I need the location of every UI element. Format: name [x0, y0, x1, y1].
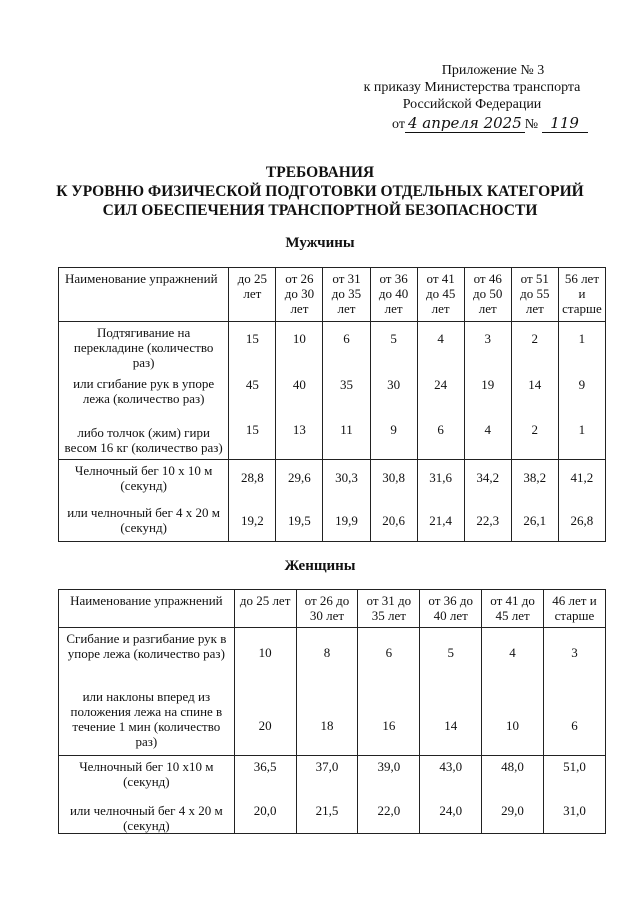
exercise-name: Челночный бег 10 х10 м (секунд) [79, 759, 214, 789]
women-run-values [543, 756, 605, 834]
women-strength-row [59, 628, 606, 756]
value-cell: 37,0 [315, 759, 339, 774]
value-cell: 11 [340, 422, 353, 437]
value-cell: 15 [245, 331, 259, 346]
value-cell: 29,0 [501, 803, 524, 818]
value-cell: 24 [434, 377, 448, 392]
women-strength-values [234, 628, 296, 756]
men-run-values [323, 460, 370, 542]
value-cell: 41,2 [570, 470, 594, 485]
appendix-header [342, 62, 602, 113]
men-col-age: до 25 лет [229, 268, 276, 322]
value-cell: 4 [484, 422, 491, 437]
value-cell: 5 [390, 331, 397, 346]
men-strength-values [370, 322, 417, 460]
men-col-age: от 26 до 30 лет [276, 268, 323, 322]
women-col-exercise: Наименование упражнений [59, 590, 235, 628]
exercise-name: или сгибание рук в упоре лежа (количество раз) [73, 376, 215, 406]
men-strength-values [464, 322, 511, 460]
value-cell: 19,5 [288, 513, 311, 528]
value-cell: 43,0 [439, 759, 463, 774]
order-line [392, 114, 588, 133]
men-run-values [370, 460, 417, 542]
women-run-row [59, 756, 606, 834]
men-strength-values [417, 322, 464, 460]
value-cell: 30,8 [382, 470, 405, 485]
women-col-age: от 31 до 35 лет [358, 590, 420, 628]
value-cell: 20 [258, 718, 272, 733]
men-strength-values [229, 322, 276, 460]
value-cell: 16 [382, 718, 396, 733]
men-col-age: от 36 до 40 лет [370, 268, 417, 322]
exercise-name: или челночный бег 4 х 20 м (секунд) [69, 803, 223, 833]
value-cell: 45 [245, 377, 259, 392]
men-strength-values [276, 322, 323, 460]
women-run-values [482, 756, 544, 834]
women-col-age: от 26 до 30 лет [296, 590, 358, 628]
value-cell: 14 [444, 718, 458, 733]
appendix-line-2: к приказу Министерства транспорта [363, 80, 581, 95]
men-run-values [558, 460, 605, 542]
order-date: 4 апреля 2025 [405, 114, 525, 133]
value-cell: 40 [292, 377, 306, 392]
value-cell: 24,0 [439, 803, 463, 818]
order-prefix: от [392, 117, 405, 132]
value-cell: 4 [509, 645, 516, 660]
men-header-row [59, 268, 606, 322]
value-cell: 6 [571, 718, 578, 733]
men-col-age: от 31 до 35 лет [323, 268, 370, 322]
women-strength-exercises [59, 628, 235, 756]
value-cell: 28,8 [240, 470, 264, 485]
women-strength-values [420, 628, 482, 756]
women-strength-values [482, 628, 544, 756]
men-heading: Мужчины [285, 235, 355, 251]
value-cell: 51,0 [563, 759, 586, 774]
women-run-values [358, 756, 420, 834]
exercise-name: Сгибание и разгибание рук в упоре лежа (количество раз) [66, 631, 227, 661]
value-cell: 22,0 [377, 803, 401, 818]
exercise-name: или наклоны вперед из положения лежа на спине в течение 1 мин (количество раз) [70, 689, 223, 749]
value-cell: 20,0 [253, 803, 277, 818]
women-strength-values [358, 628, 420, 756]
men-run-values [417, 460, 464, 542]
value-cell: 6 [385, 645, 393, 660]
value-cell: 18 [320, 718, 334, 733]
value-cell: 14 [528, 377, 542, 392]
men-requirements-table [58, 267, 606, 542]
document-title [0, 163, 640, 220]
men-strength-values [511, 322, 558, 460]
men-col-age: от 51 до 55 лет [511, 268, 558, 322]
value-cell: 31,6 [429, 470, 453, 485]
women-run-values [420, 756, 482, 834]
order-number-label: № [524, 117, 539, 132]
men-run-row [59, 460, 606, 542]
value-cell: 36,5 [253, 759, 277, 774]
exercise-name: Челночный бег 10 х 10 м (секунд) [74, 463, 213, 493]
value-cell: 34,2 [476, 470, 500, 485]
value-cell: 38,2 [523, 470, 547, 485]
value-cell: 30,3 [335, 470, 358, 485]
women-heading: Женщины [284, 558, 356, 574]
value-cell: 9 [390, 422, 397, 437]
men-run-values [511, 460, 558, 542]
women-header-row [59, 590, 606, 628]
women-col-age: от 36 до 40 лет [420, 590, 482, 628]
value-cell: 8 [323, 645, 331, 660]
men-strength-exercises [59, 322, 229, 460]
title-line-1: ТРЕБОВАНИЯ [265, 164, 375, 181]
women-strength-values [296, 628, 358, 756]
title-line-3: СИЛ ОБЕСПЕЧЕНИЯ ТРАНСПОРТНОЙ БЕЗОПАСНОСТИ [102, 202, 538, 219]
women-run-values [234, 756, 296, 834]
women-col-age: 46 лет и старше [543, 590, 605, 628]
value-cell: 35 [339, 377, 353, 392]
value-cell: 1 [578, 422, 586, 437]
men-run-exercises [59, 460, 229, 542]
value-cell: 13 [292, 422, 306, 437]
value-cell: 4 [437, 331, 444, 346]
value-cell: 19,9 [335, 513, 358, 528]
value-cell: 2 [531, 422, 539, 437]
value-cell: 10 [292, 331, 306, 346]
value-cell: 6 [437, 422, 444, 437]
women-requirements-table [58, 589, 606, 834]
value-cell: 3 [484, 331, 491, 346]
men-strength-values [323, 322, 370, 460]
value-cell: 31,0 [563, 803, 586, 818]
men-run-values [229, 460, 276, 542]
women-run-values [296, 756, 358, 834]
men-run-values [276, 460, 323, 542]
value-cell: 26,1 [523, 513, 547, 528]
value-cell: 30 [387, 377, 401, 392]
value-cell: 19 [481, 377, 495, 392]
women-run-exercises [59, 756, 235, 834]
value-cell: 2 [531, 331, 539, 346]
value-cell: 10 [506, 718, 520, 733]
women-col-age: от 41 до 45 лет [482, 590, 544, 628]
value-cell: 15 [245, 422, 259, 437]
value-cell: 9 [578, 377, 586, 392]
value-cell: 21,5 [315, 803, 339, 818]
value-cell: 48,0 [501, 759, 524, 774]
men-col-age: от 41 до 45 лет [417, 268, 464, 322]
value-cell: 20,6 [382, 513, 405, 528]
men-col-exercise: Наименование упражнений [59, 268, 229, 322]
exercise-name: либо толчок (жим) гири весом 16 кг (количество раз) [64, 425, 223, 455]
value-cell: 29,6 [288, 470, 311, 485]
value-cell: 21,4 [429, 513, 453, 528]
appendix-line-3: Российской Федерации [402, 97, 542, 112]
men-col-age: 56 лет и старше [558, 268, 605, 322]
order-number: 119 [542, 114, 588, 133]
exercise-name: Подтягивание на перекладине (количество раз) [73, 325, 214, 370]
women-col-age: до 25 лет [234, 590, 296, 628]
exercise-name: или челночный бег 4 х 20 м (секунд) [67, 505, 221, 535]
value-cell: 19,2 [240, 513, 264, 528]
value-cell: 39,0 [377, 759, 401, 774]
men-run-values [464, 460, 511, 542]
value-cell: 5 [447, 645, 454, 660]
value-cell: 3 [571, 645, 578, 660]
appendix-title: Приложение № 3 [441, 63, 545, 78]
value-cell: 22,3 [476, 513, 500, 528]
men-strength-values [558, 322, 605, 460]
title-line-2: К УРОВНЮ ФИЗИЧЕСКОЙ ПОДГОТОВКИ ОТДЕЛЬНЫХ КАТЕГОРИЙ [56, 183, 584, 200]
men-strength-row [59, 322, 606, 460]
value-cell: 26,8 [570, 513, 594, 528]
value-cell: 1 [578, 331, 586, 346]
value-cell: 6 [343, 331, 350, 346]
men-col-age: от 46 до 50 лет [464, 268, 511, 322]
value-cell: 10 [258, 645, 272, 660]
women-strength-values [543, 628, 605, 756]
